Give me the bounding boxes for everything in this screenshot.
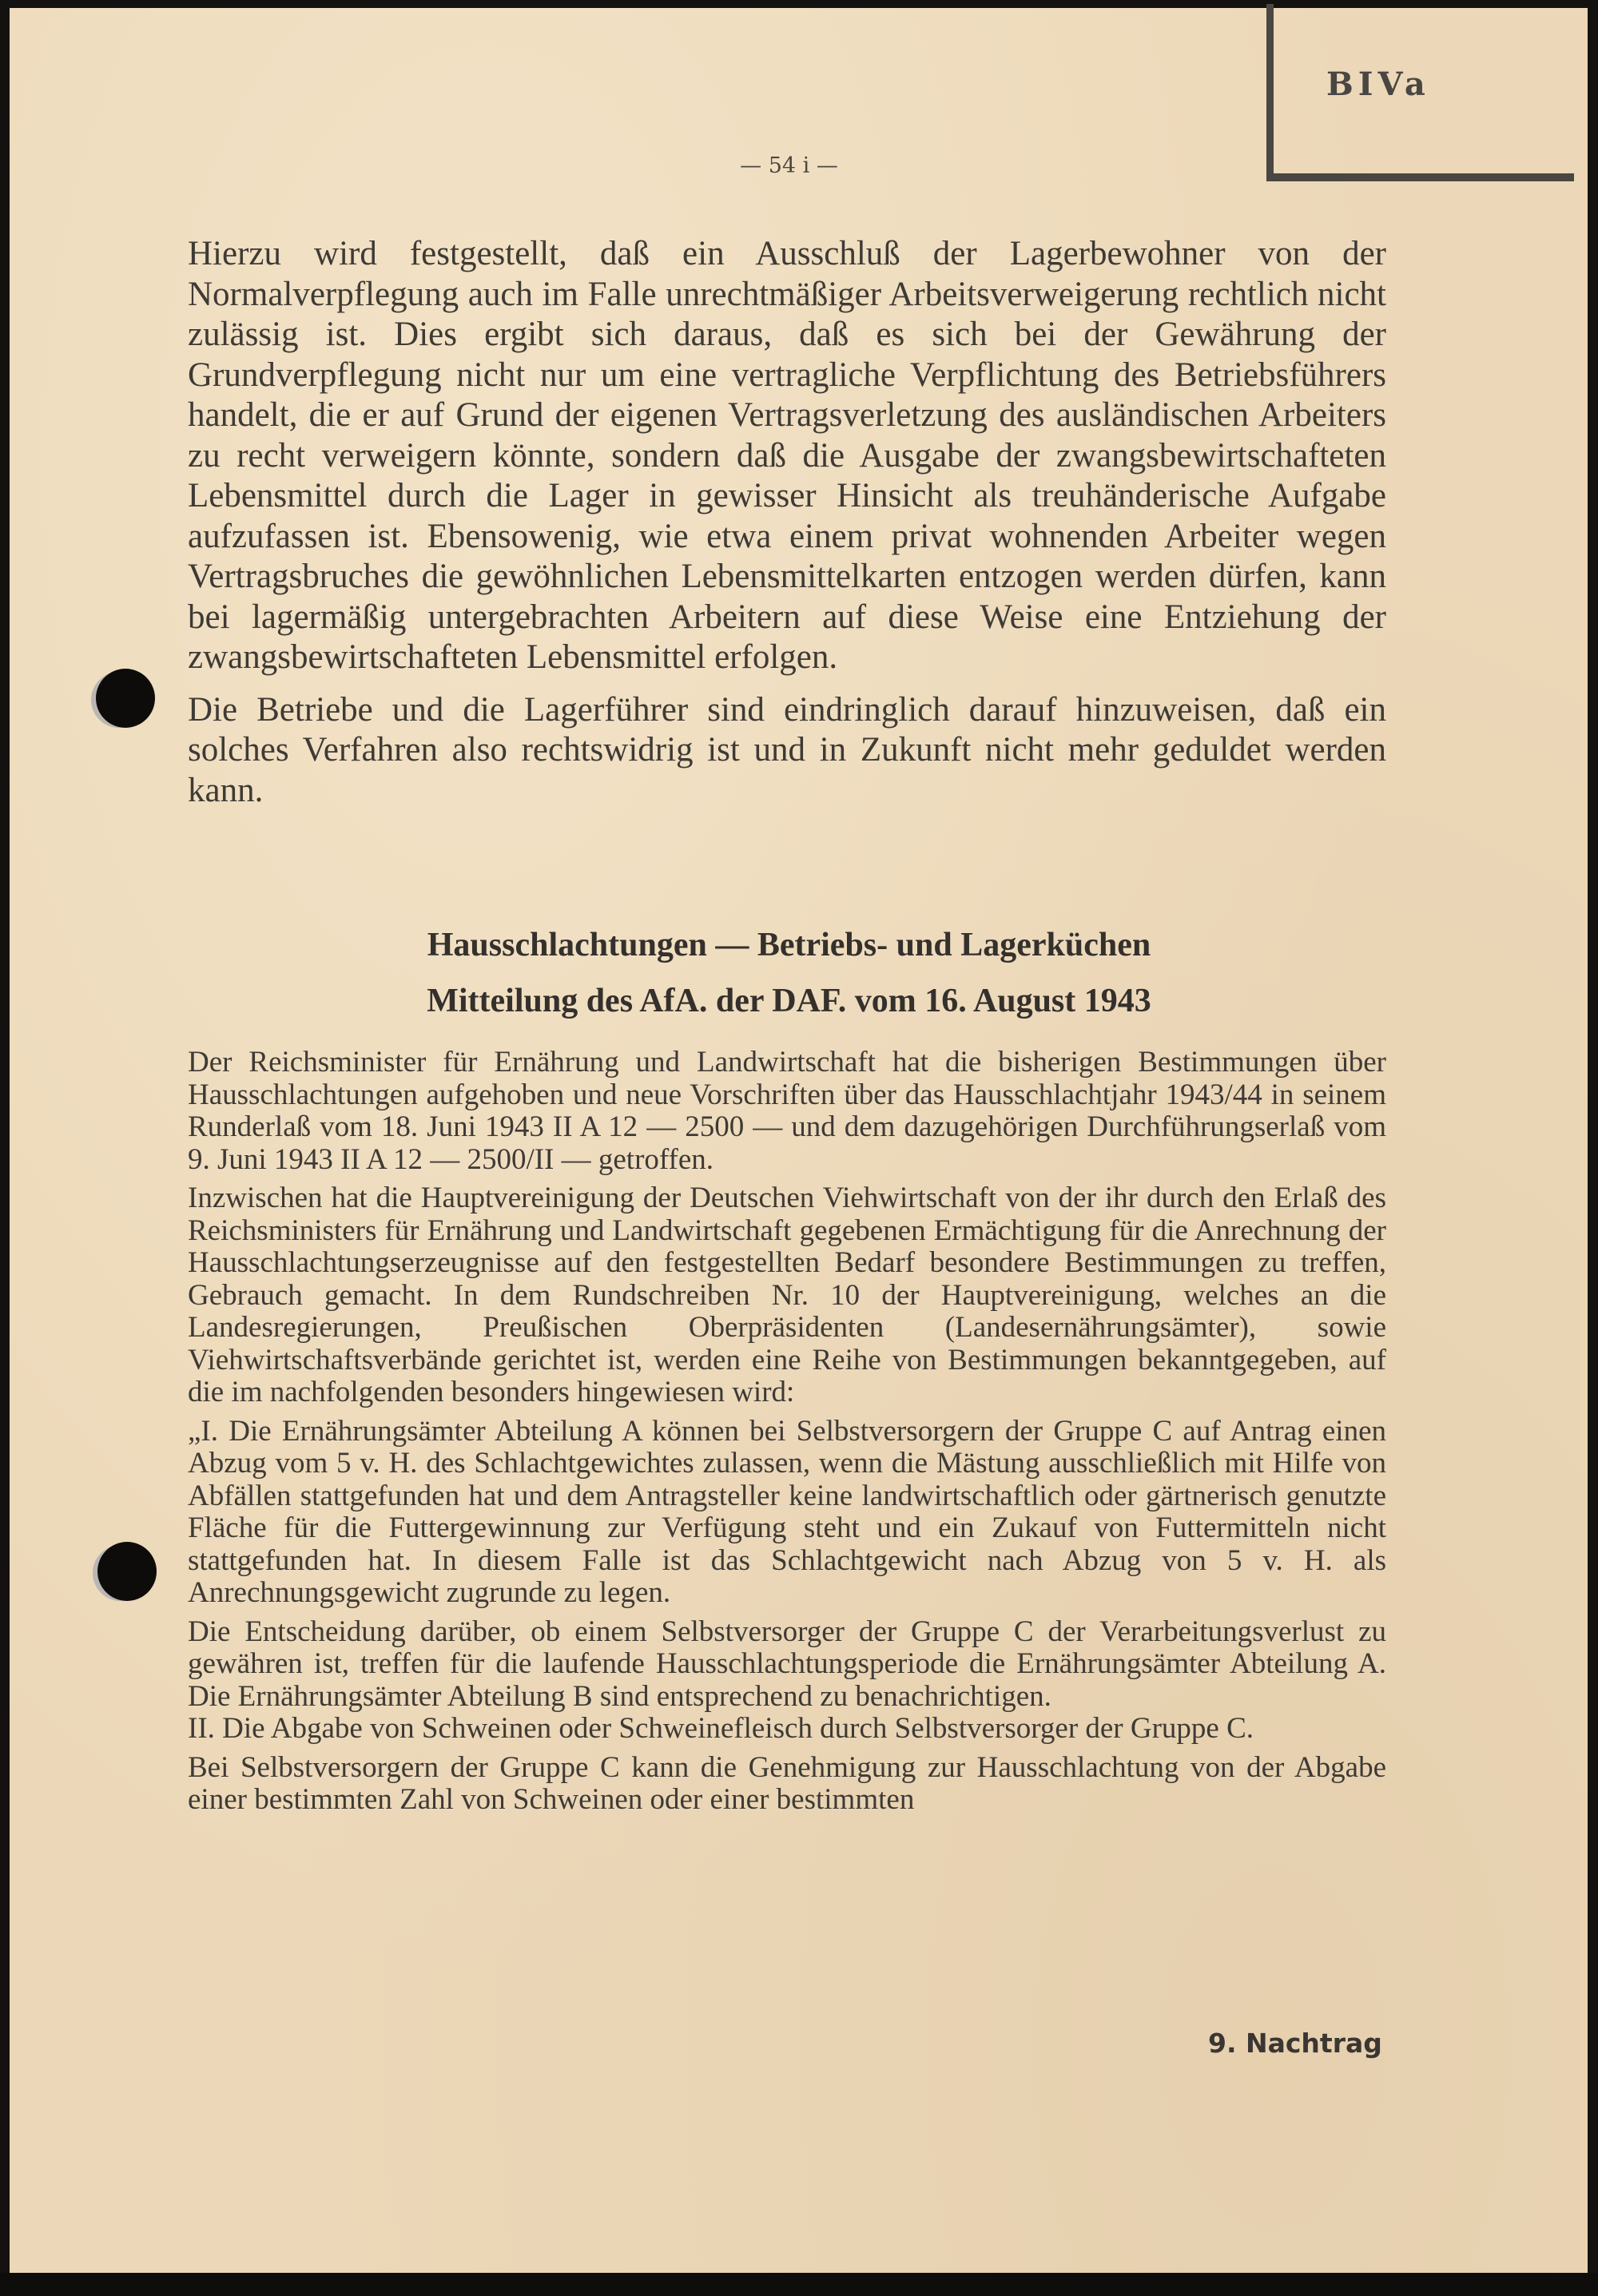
paragraph: Bei Selbstversorgern der Gruppe C kann die Genehmigung zur Hausschlachtung von der Abgabe einer bestimmten Zahl von Schweinen oder einer bestimmten (188, 1750, 1386, 1816)
scan-border (0, 2273, 1598, 2296)
section-2-body (188, 1047, 1386, 1823)
punch-hole (97, 1542, 157, 1601)
section-1-body (188, 234, 1386, 823)
corner-code: BIVa (1326, 66, 1430, 103)
paragraph: II. Die Abgabe von Schweinen oder Schweinefleisch durch Selbstversorger der Gruppe C. (188, 1712, 1254, 1745)
supplement-label: 9. Nachtrag (1208, 2028, 1382, 2059)
paragraph: Die Entscheidung darüber, ob einem Selbstversorger der Gruppe C der Verarbeitungsverlust zu gewähren ist, treffen für die laufende Hausschlachtungsperiode die Ernährungsämter Abteilung A. Die Ernährungsämter Abteilung B sind entsprechend zu benachrichtigen. (188, 1615, 1386, 1713)
paragraph: Inzwischen hat die Hauptvereinigung der Deutschen Viehwirtschaft von der ihr durch den Erlaß des Reichsministers für Ernährung und Landwirtschaft gegebenen Ermächtigung für die Anrechnung der Hausschlachtungserzeugnisse auf den festgestellten Bedarf besondere Bestimmungen zu treffen, Gebrauch gemacht. In dem Rundschreiben Nr. 10 der Hauptvereinigung, welches an die Landesregierungen, Preußischen Oberpräsidenten (Landesernährungsämter), sowie Viehwirtschaftsverbände gerichtet ist, werden eine Reihe von Bestimmungen bekanntgegeben, auf die im nachfolgenden besonders hingewiesen wird: (188, 1182, 1386, 1408)
page-number: — 54 i — (740, 153, 838, 178)
punch-hole (96, 669, 155, 728)
paragraph: Der Reichsminister für Ernährung und Landwirtschaft hat die bisherigen Bestimmungen über Hausschlachtungen aufgehoben und neue Vorschriften über das Hausschlachtjahr 1943/44 in seinem Runderlaß vom 18. Juni 1943 II A 12 — 2500 — und dem dazugehörigen Durchführungserlaß vom 9. Juni 1943 II A 12 — 2500/II — getroffen. (188, 1046, 1386, 1176)
section-2-headings (0, 917, 1578, 1029)
section-subheading: Mitteilung des AfA. der DAF. vom 16. August 1943 (427, 983, 1151, 1019)
paragraph: Hierzu wird festgestellt, daß ein Ausschluß der Lagerbewohner von der Normalverpflegung auch im Falle unrechtmäßiger Arbeitsverweigerung rechtlich nicht zulässig ist. Dies ergibt sich daraus, daß es sich bei der Gewährung der Grundverpflegung nicht nur um eine vertragliche Verpflichtung des Betriebsführers handelt, die er auf Grund der eigenen Vertragsverletzung des ausländischen Arbeiters zu recht verweigern könnte, sondern daß die Ausgabe der zwangsbewirtschafteten Lebensmittel durch die Lager in gewisser Hinsicht als treuhänderische Aufgabe aufzufassen ist. Ebensowenig, wie etwa einem privat wohnenden Arbeiter wegen Vertragsbruches die gewöhnlichen Lebensmittelkarten entzogen werden dürfen, kann bei lagermäßig untergebrachten Arbeitern auf diese Weise eine Entziehung der zwangsbewirtschafteten Lebensmittel erfolgen. (188, 235, 1386, 676)
section-heading: Hausschlachtungen — Betriebs- und Lagerküchen (427, 927, 1151, 963)
paragraph: Die Betriebe und die Lagerführer sind eindringlich darauf hinzuweisen, daß ein solches Verfahren also rechtswidrig ist und in Zukunft nicht mehr geduldet werden kann. (188, 690, 1386, 809)
paragraph: „I. Die Ernährungsämter Abteilung A können bei Selbstversorgern der Gruppe C auf Antrag einen Abzug vom 5 v. H. des Schlachtgewichtes zulassen, wenn die Mästung ausschließlich mit Hilfe von Abfällen stattgefunden hat und dem Antragsteller keine landwirtschaftlich oder gärtnerisch genutzte Fläche für die Futtergewinnung zur Verfügung steht und ein Zukauf von Futtermitteln nicht stattgefunden hat. In diesem Falle ist das Schlachtgewicht nach Abzug von 5 v. H. als Anrechnungsgewicht zugrunde zu legen. (188, 1414, 1386, 1609)
